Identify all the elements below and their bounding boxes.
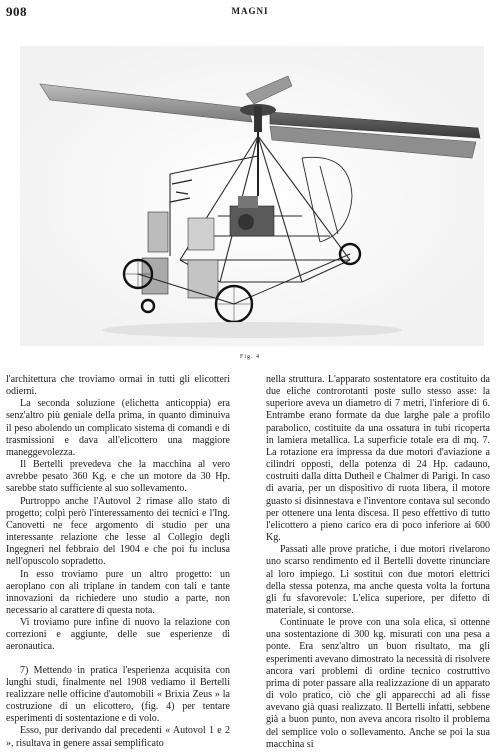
right-column (266, 374, 490, 751)
paragraph: Il Bertelli prevedeva che la macchina al vero avrebbe pesato 360 Kg. e che un motore da 30 Hp. sarebbe stato sufficiente al suo sollevamento. (6, 459, 230, 495)
paragraph: 7) Mettendo in pratica l'esperienza acquisita con lunghi studi, finalmente nel 1908 vediamo il Bertelli realizzare nelle officine d'automobili « Brixia Zeus » la costruzione di un elicottero, (fig. 4) per tentare esperimenti di sostentazione e di volo. (6, 664, 230, 725)
page-header (6, 4, 494, 20)
paragraph: Purtroppo anche l'Autovol 2 rimase allo stato di progetto; colpì però l'interessamento dei tecnici e l'Ing. Canovetti ne fece argomento di studio per una interessante relazione che lesse al Collegio degli Ingegneri nel febbraio del 1904 e che poi fu inclusa nell'opuscolo sopradetto. (6, 495, 230, 568)
figure-helicopter-photo (20, 46, 484, 346)
paragraph: nella struttura. L'apparato sostentatore era costituito da due eliche controrotanti poste sullo stesso asse: la superiore aveva un diametro di 7 metri, l'inferiore di 6. Entrambe erano formate da due larghe pale a profilo parabolico, costituite da una ossatura in tubi ricoperta in lamiera metallica. La superficie totale era di mq. 7. La rotazione era impressa da due motori d'aviazione a cilindri opposti, della potenza di 24 Hp. cadauno, costruiti dalla ditta Dutheil e Chalmer di Parigi. In caso di avaria, per un dispositivo di ruota libera, il motore guasto si disinnestava e l'inventore contava sul secondo per ottenere una lenta discesa. Il peso effettivo di tutto l'elicottero a pieno carico era di poco inferiore ai 600 Kg. (266, 374, 490, 544)
paragraph: Vi troviamo pure infine di nuovo la relazione con correzioni e aggiunte, delle sue esperienze di aeronautica. (6, 617, 230, 653)
paragraph: l'architettura che troviamo ormai in tutti gli elicotteri odierni. (6, 374, 230, 398)
paragraph: Continuate le prove con una sola elica, si ottenne una sostentazione di 300 kg. misurati con una pesa a ponte. Era senz'altro un buon risultato, ma gli esperimenti avevano dimostrato la necessità di risolvere ancora vari problemi di ordine tecnico costruttivo prima di poter passare alla realizzazione di un apparato di volo pratico, ciò che gli apparecchi ad ali fisse avevano già quasi realizzato. Il Bertelli infatti, sebbene già a buon punto, non aveva ancora risolto il problema del semplice volo o sollevamento. Anche se poi la sua macchina si (266, 617, 490, 750)
helicopter-illustration (20, 46, 484, 346)
paragraph: In esso troviamo pure un altro progetto: un aeroplano con ali triplane in tandem con tali e tante innovazioni da richiedere uno studio a parte, non necessario al carattere di questa nota. (6, 568, 230, 616)
paragraph: Passati alle prove pratiche, i due motori rivelarono uno scarso rendimento ed il Bertelli dovette rinunciare al loro impiego. Li sostituì con due motori elettrici della stessa potenza, ma anche questa volta la fortuna gli fu sfavorevole: L'elica superiore, per difetto di materiale, si contorse. (266, 544, 490, 616)
figure-caption: Fig. 4 (239, 354, 260, 360)
page-number: 908 (6, 4, 27, 19)
left-column (6, 374, 230, 750)
running-head: MAGNI (231, 6, 269, 16)
paragraph: La seconda soluzione (elichetta anticoppia) era senz'altro più geniale della prima, in quanto diminuiva il peso abolendo un complicato sistema di comandi e di trasmissioni e dava all'elicottero una maggiore maneggevolezza. (6, 398, 230, 458)
paragraph: Esso, pur derivando dal precedenti « Autovol 1 e 2 », risultava in genere assai semplificato (6, 725, 230, 749)
